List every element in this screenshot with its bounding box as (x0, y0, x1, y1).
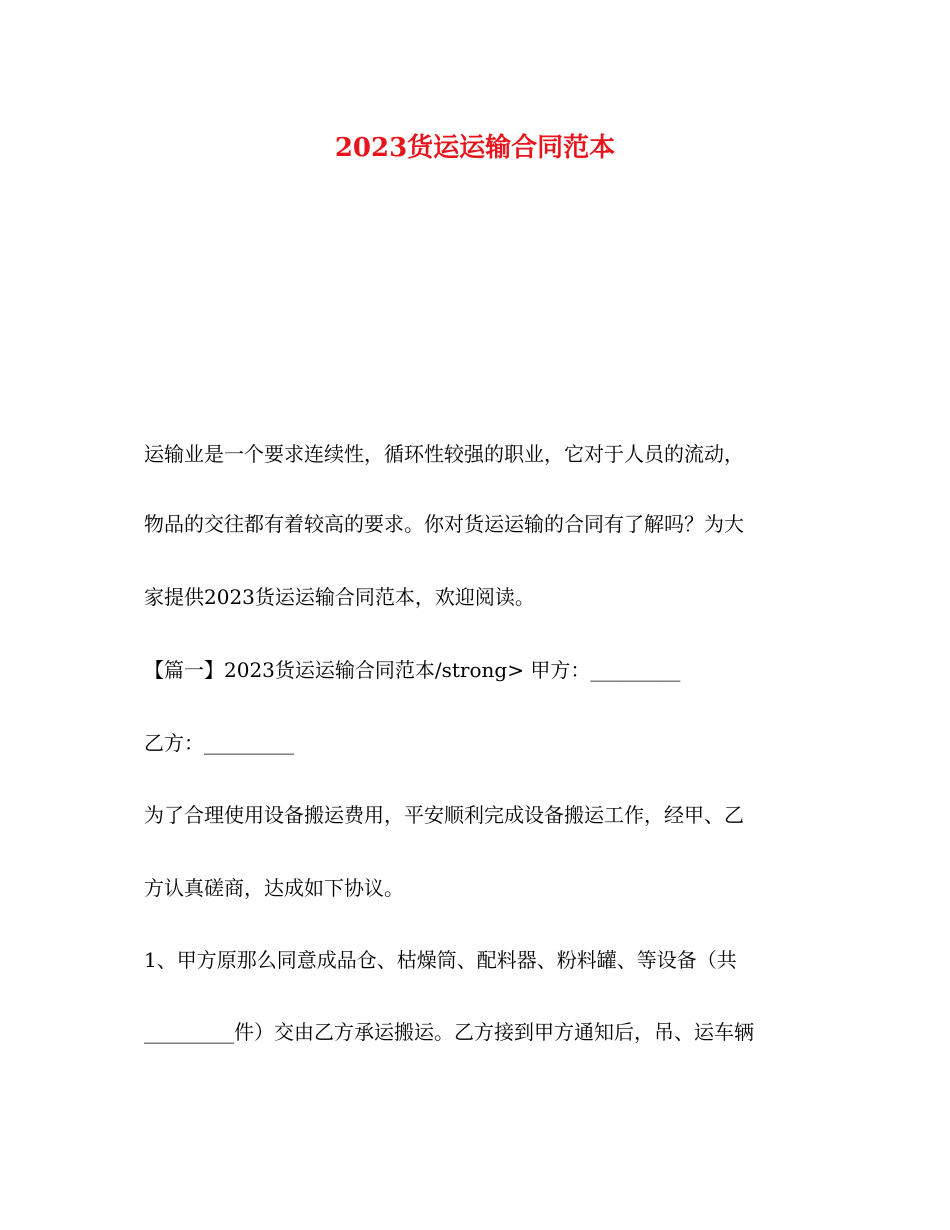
party-b-line: 乙方：_________ (144, 731, 294, 755)
section-heading-line: 【篇一】2023货运运输合同范本/strong> 甲方：_________ (144, 658, 681, 682)
body-line-2: 物品的交往都有着较高的要求。你对货运运输的合同有了解吗？为大 (144, 512, 744, 536)
body-line-3: 家提供2023货运运输合同范本，欢迎阅读。 (144, 585, 535, 609)
clause-1-line-2: _________件）交由乙方承运搬运。乙方接到甲方通知后，吊、运车辆 (144, 1020, 754, 1044)
body-line-6: 为了合理使用设备搬运费用，平安顺利完成设备搬运工作，经甲、乙 (144, 803, 744, 827)
body-line-7: 方认真磋商，达成如下协议。 (144, 876, 404, 900)
document-title: 2023货运运输合同范本 (334, 133, 616, 163)
body-line-1: 运输业是一个要求连续性，循环性较强的职业，它对于人员的流动， (144, 442, 744, 466)
clause-1-line-1: 1、甲方原那么同意成品仓、枯燥筒、配料器、粉料罐、等设备（共 (144, 948, 737, 972)
